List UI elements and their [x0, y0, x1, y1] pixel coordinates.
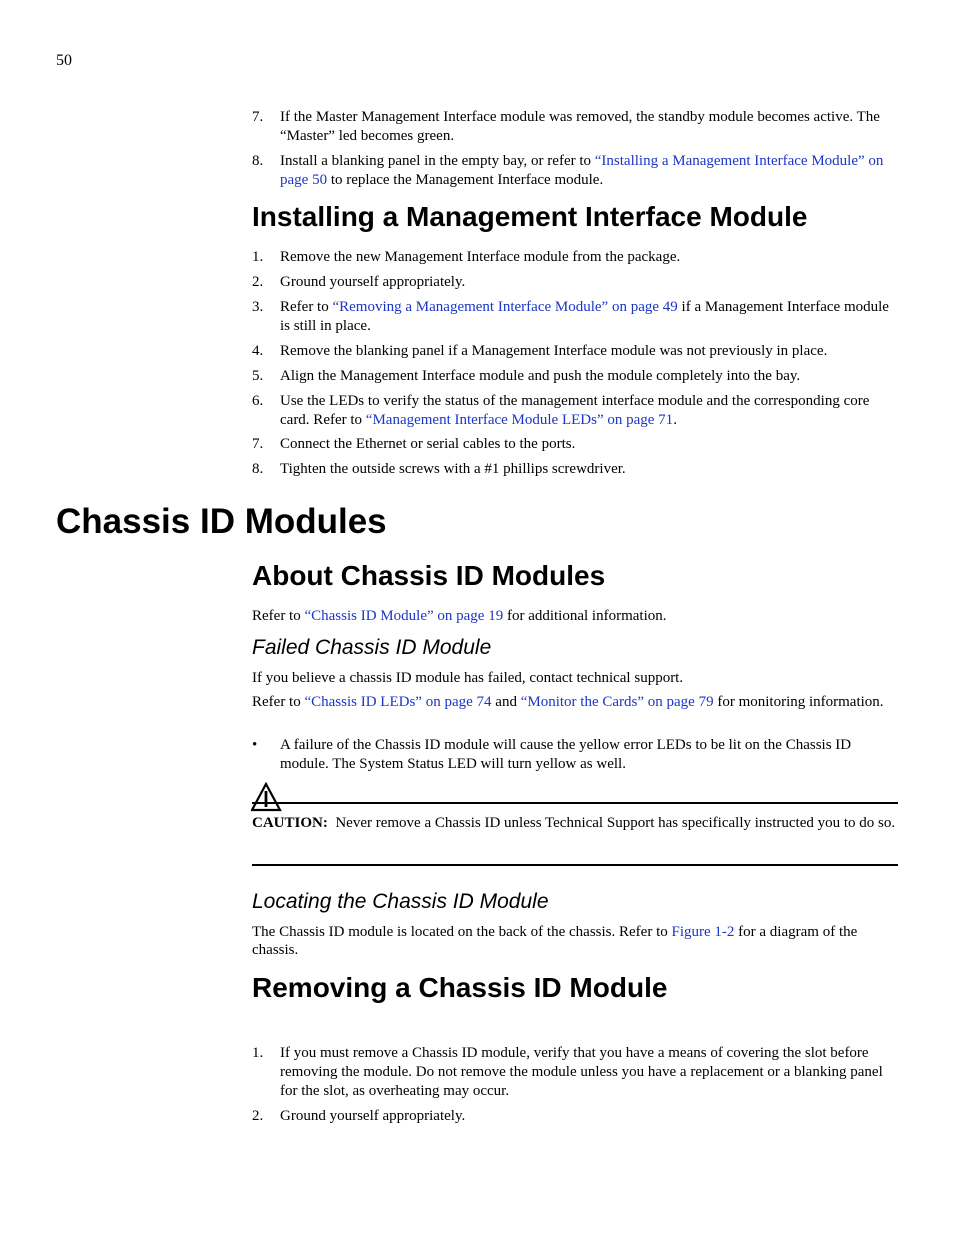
caution-label: CAUTION:: [252, 815, 328, 831]
text-run: Ground yourself appropriately.: [280, 1108, 466, 1124]
text-run: A failure of the Chassis ID module will cause the yellow error LEDs to be lit on the Chassis ID module. The System Status LED will turn yellow as well.: [280, 737, 852, 772]
text-run: The Chassis ID module is located on the back of the chassis. Refer to: [252, 924, 672, 940]
list-number: 7.: [252, 436, 264, 452]
warning-triangle-icon: [251, 782, 283, 812]
list-text: [280, 248, 898, 267]
text-run: Install a blanking panel in the empty bay, or refer to: [280, 153, 595, 169]
subsection-heading-locating: Locating the Chassis ID Module: [252, 890, 549, 913]
chapter-heading: Chassis ID Modules: [56, 502, 387, 541]
list-text: [280, 460, 898, 479]
list-text: [280, 152, 898, 190]
cross-reference-link[interactable]: “Installing a Management Interface Module” on page 50: [280, 153, 884, 188]
list-number: 2.: [252, 1108, 264, 1124]
text-run: .: [673, 412, 677, 428]
text-run: Tighten the outside screws with a #1 phillips screwdriver.: [280, 461, 626, 477]
caution-top-rule: [252, 802, 898, 804]
caution-note: [252, 814, 898, 832]
text-run: Connect the Ethernet or serial cables to the ports.: [280, 436, 576, 452]
cross-reference-link[interactable]: “Chassis ID Module” on page 19: [304, 608, 504, 624]
text-run: Refer to: [252, 608, 305, 624]
text-run: Align the Management Interface module and push the module completely into the bay.: [280, 368, 801, 384]
list-text: [280, 273, 898, 292]
list-text: [280, 1044, 898, 1101]
text-run: If the Master Management Interface module was removed, the standby module becomes active. The “Master” led becomes green.: [280, 109, 880, 144]
text-run: for additional information.: [503, 608, 667, 624]
list-text: [280, 435, 898, 454]
cross-reference-link[interactable]: “Monitor the Cards” on page 79: [520, 694, 714, 710]
text-run: for monitoring information.: [713, 694, 884, 710]
text-run: to replace the Management Interface module.: [327, 172, 604, 188]
page-number: 50: [56, 52, 72, 69]
list-number: 6.: [252, 393, 264, 409]
list-number: 4.: [252, 343, 264, 359]
section-heading-about: About Chassis ID Modules: [252, 560, 606, 591]
list-number: 5.: [252, 368, 264, 384]
text-run: Refer to: [252, 694, 305, 710]
paragraph: [252, 923, 898, 959]
cross-reference-link[interactable]: “Removing a Management Interface Module” on page 49: [332, 299, 678, 315]
list-number: 1.: [252, 249, 264, 265]
paragraph: [252, 669, 898, 687]
list-text: [280, 342, 898, 361]
text-run: Remove the blanking panel if a Management Interface module was not previously in place.: [280, 343, 828, 359]
text-run: Use the LEDs to verify the status of the management interface module and the corresponding core card. Refer to: [280, 393, 870, 428]
bullet-text: [280, 736, 898, 774]
list-text: [280, 1107, 898, 1126]
text-run: if a Management Interface module is still in place.: [280, 299, 889, 334]
paragraph: [252, 693, 898, 711]
text-run: Refer to: [280, 299, 333, 315]
list-number: 2.: [252, 274, 264, 290]
text-run: for a diagram of the chassis.: [252, 924, 858, 958]
list-number: 7.: [252, 109, 264, 125]
list-text: [280, 367, 898, 386]
section-heading-removing: Removing a Chassis ID Module: [252, 972, 668, 1003]
list-number: 3.: [252, 299, 264, 315]
paragraph: [252, 607, 898, 625]
list-text: [280, 392, 898, 430]
section-heading-installing: Installing a Management Interface Module: [252, 201, 808, 232]
text-run: If you believe a chassis ID module has failed, contact technical support.: [252, 670, 684, 686]
bullet-symbol: •: [252, 737, 258, 753]
cross-reference-link[interactable]: “Chassis ID LEDs” on page 74: [304, 694, 492, 710]
cross-reference-link[interactable]: “Management Interface Module LEDs” on page 71: [365, 412, 674, 428]
subsection-heading-failed: Failed Chassis ID Module: [252, 636, 492, 659]
caution-bottom-rule: [252, 864, 898, 866]
list-number: 8.: [252, 461, 264, 477]
list-number: 1.: [252, 1045, 264, 1061]
list-number: 8.: [252, 153, 264, 169]
cross-reference-link[interactable]: Figure 1-2: [671, 924, 735, 940]
text-run: Remove the new Management Interface module from the package.: [280, 249, 681, 265]
text-run: and: [491, 694, 521, 710]
list-text: [280, 298, 898, 336]
text-run: Ground yourself appropriately.: [280, 274, 466, 290]
text-run: If you must remove a Chassis ID module, verify that you have a means of covering the slot before removing the module. Do not remove the module unless you have a replacement or a blanking panel for the slot, as overheating may occur.: [280, 1045, 883, 1099]
caution-text: Never remove a Chassis ID unless Technical Support has specifically instructed you to do so.: [335, 815, 896, 831]
list-text: [280, 108, 898, 146]
